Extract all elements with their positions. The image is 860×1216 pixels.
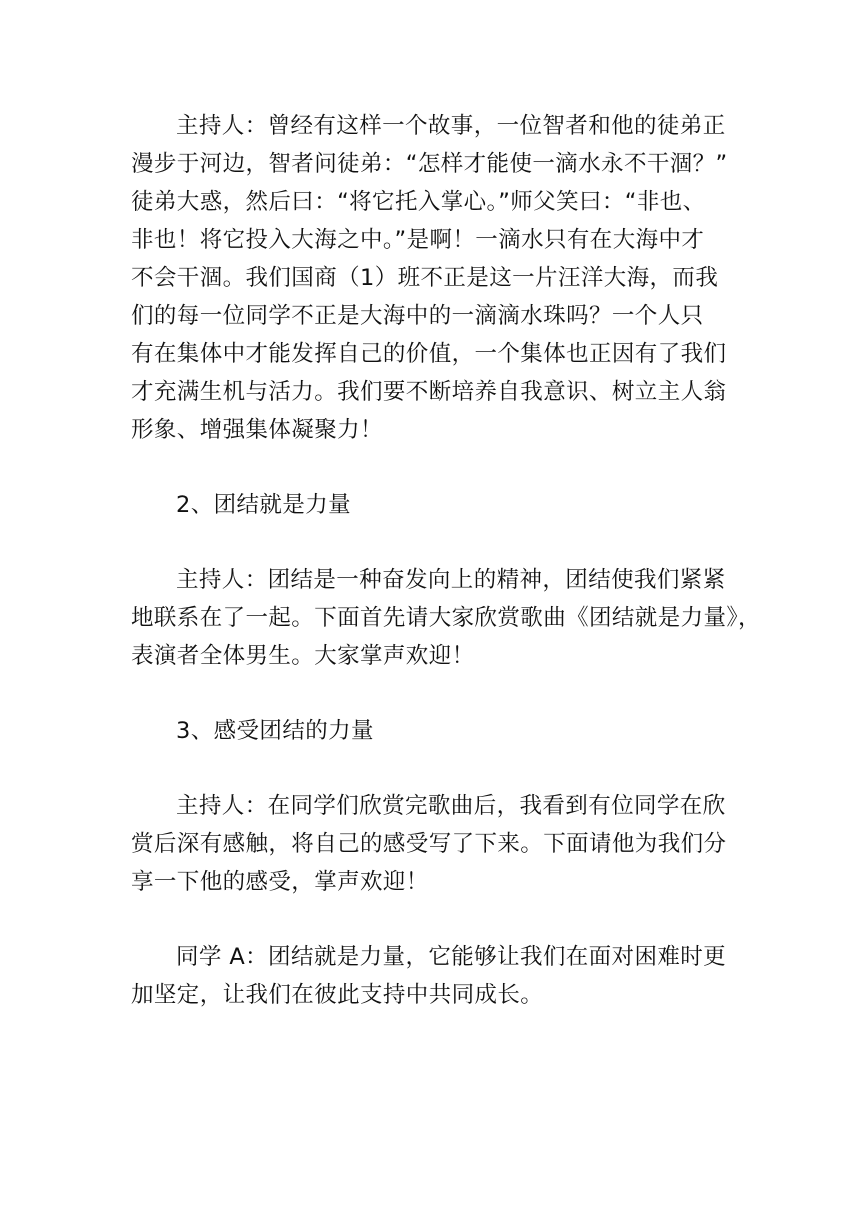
text-line: 们的每一位同学不正是大海中的一滴滴水珠吗？一个人只 (131, 303, 704, 329)
text-line: 才充满生机与活力。我们要不断培养自我意识、树立主人翁 (131, 379, 727, 405)
text-line: 地联系在了一起。下面首先请大家欣赏歌曲《团结就是力量》， (131, 605, 761, 631)
text-line: 形象、增强集体凝聚力！ (131, 417, 383, 443)
paragraph-host-invite (131, 787, 743, 901)
text-line: 主持人：曾经有这样一个故事，一位智者和他的徒弟正 (176, 113, 726, 139)
paragraph-student-a (131, 938, 743, 1014)
text-line: 有在集体中才能发挥自己的价值，一个集体也正因有了我们 (131, 341, 727, 367)
section-heading-feel-unity: 3、感受团结的力量 (176, 718, 374, 744)
paragraph-spacer (131, 675, 743, 712)
text-line: 主持人：团结是一种奋发向上的精神，团结使我们紧紧 (176, 567, 726, 593)
paragraph-host-story (131, 107, 743, 449)
document-body (131, 107, 761, 1014)
paragraph-host-song (131, 561, 761, 675)
text-line: 主持人：在同学们欣赏完歌曲后，我看到有位同学在欣 (176, 793, 726, 819)
text-line: 表演者全体男生。大家掌声欢迎！ (131, 643, 475, 669)
text-line: 非也！将它投入大海之中。”是啊！一滴水只有在大海中才 (131, 227, 705, 253)
text-line: 享一下他的感受，掌声欢迎！ (131, 869, 429, 895)
section-heading-unity: 2、团结就是力量 (176, 492, 352, 518)
text-line: 徒弟大惑，然后曰：“将它托入掌心。”师父笑曰：“非也、 (131, 189, 706, 215)
text-line: 漫步于河边，智者问徒弟：“怎样才能使一滴水永不干涸？” (131, 151, 728, 177)
paragraph-spacer (131, 524, 743, 561)
paragraph-spacer (131, 750, 743, 787)
text-line: 同学 A：团结就是力量，它能够让我们在面对困难时更 (176, 944, 727, 970)
paragraph-spacer (131, 901, 743, 938)
text-line: 加坚定，让我们在彼此支持中共同成长。 (131, 982, 544, 1008)
text-line: 赏后深有感触，将自己的感受写了下来。下面请他为我们分 (131, 831, 727, 857)
paragraph-spacer (131, 449, 743, 486)
text-line: 不会干涸。我们国商（1）班不正是这一片汪洋大海，而我 (131, 265, 719, 291)
